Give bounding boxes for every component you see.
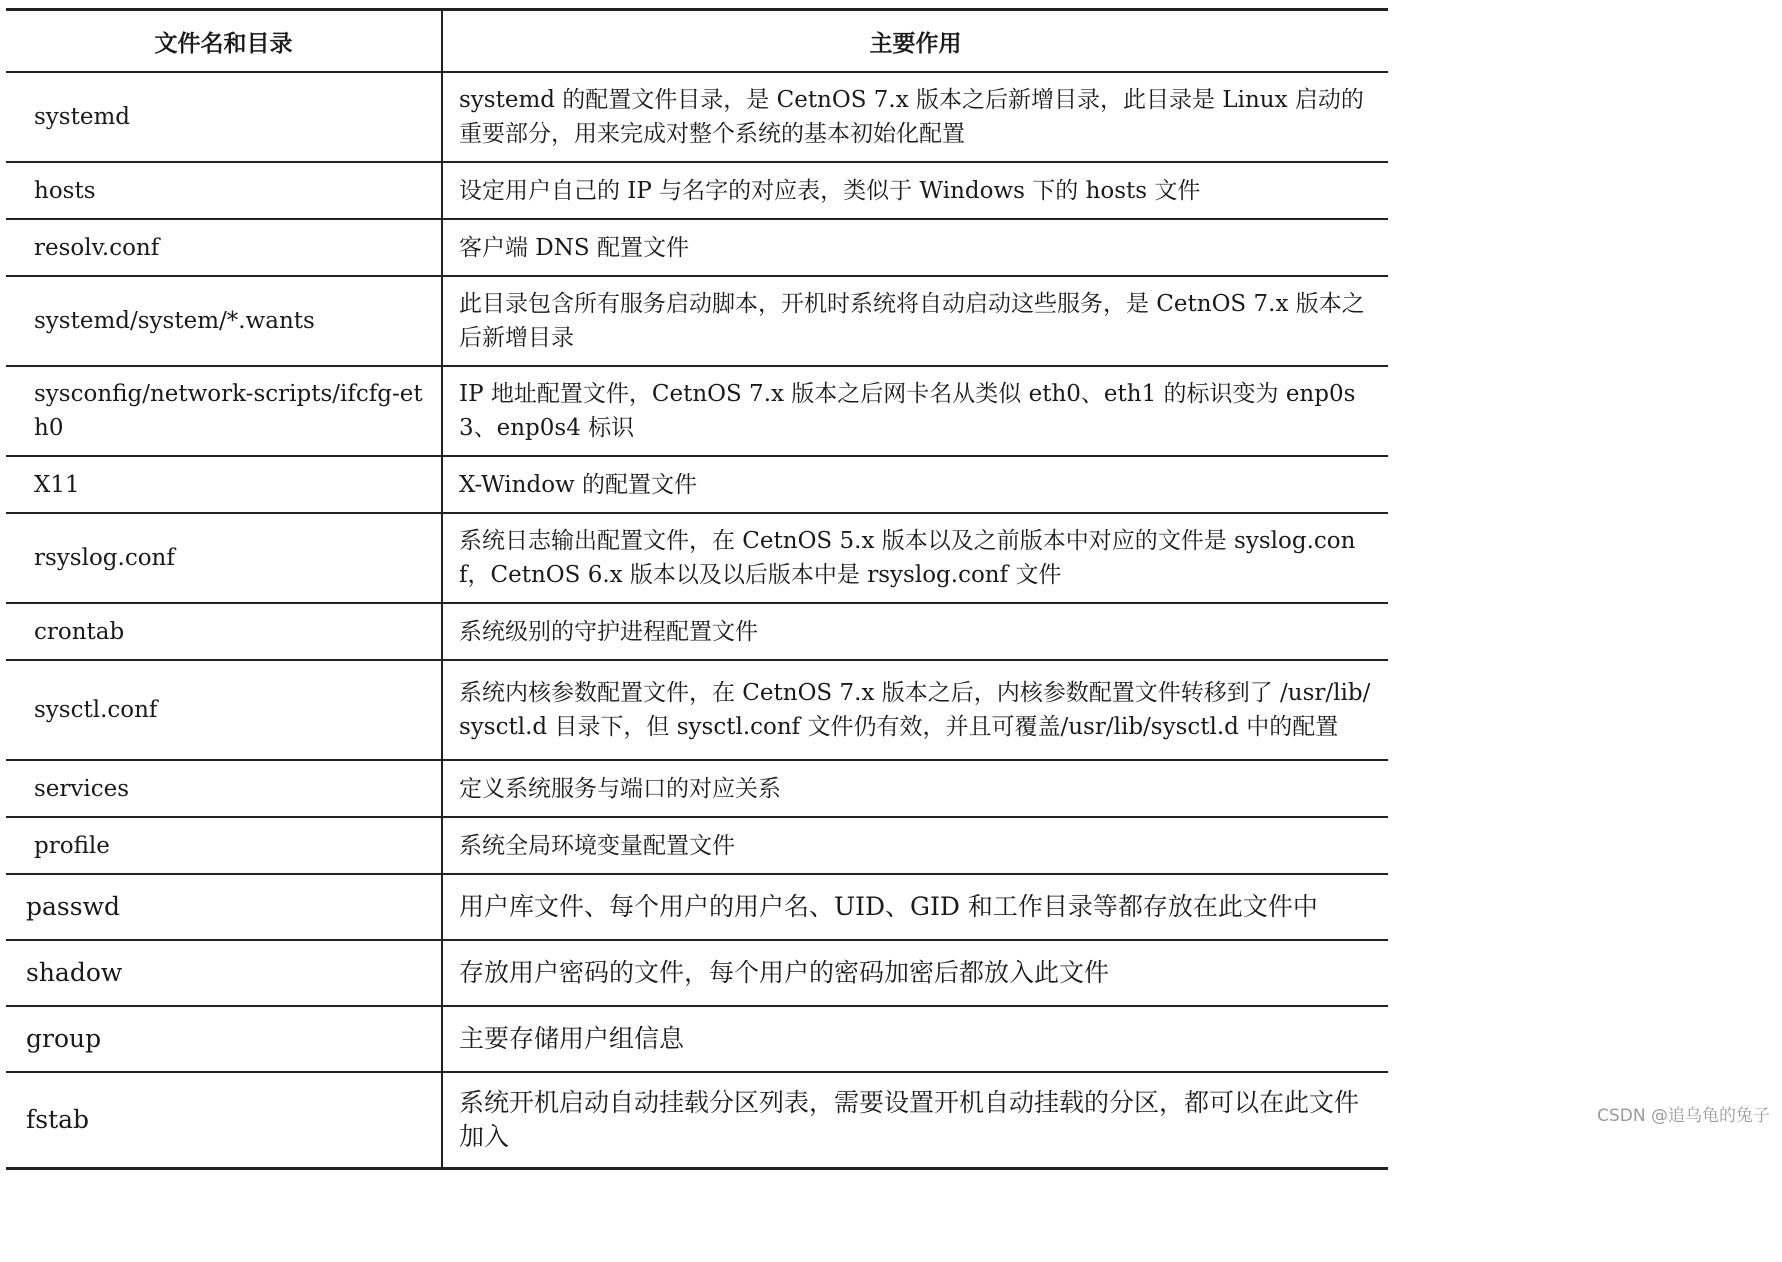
row-filename: systemd/system/*.wants <box>6 276 442 366</box>
row-filename: fstab <box>6 1072 442 1169</box>
row-filename: services <box>6 760 442 817</box>
row-filename: group <box>6 1006 442 1072</box>
row-filename: passwd <box>6 874 442 940</box>
table-row <box>6 760 1388 817</box>
table-row <box>6 276 1388 366</box>
row-filename: systemd <box>6 72 442 162</box>
row-filename: shadow <box>6 940 442 1006</box>
table-row <box>6 660 1388 760</box>
row-description: 系统全局环境变量配置文件 <box>442 817 1388 874</box>
row-description: 定义系统服务与端口的对应关系 <box>442 760 1388 817</box>
row-filename: resolv.conf <box>6 219 442 276</box>
table-row <box>6 72 1388 162</box>
table-row <box>6 162 1388 219</box>
row-description: 系统内核参数配置文件，在 CetnOS 7.x 版本之后，内核参数配置文件转移到了 /usr/lib/sysctl.d 目录下，但 sysctl.conf 文件仍有效，并且可覆盖/usr/lib/sysctl.d 中的配置 <box>442 660 1388 760</box>
row-description: IP 地址配置文件，CetnOS 7.x 版本之后网卡名从类似 eth0、eth1 的标识变为 enp0s3、enp0s4 标识 <box>442 366 1388 456</box>
row-description: 系统级别的守护进程配置文件 <box>442 603 1388 660</box>
row-description: 设定用户自己的 IP 与名字的对应表，类似于 Windows 下的 hosts 文件 <box>442 162 1388 219</box>
table-row <box>6 456 1388 513</box>
row-filename: hosts <box>6 162 442 219</box>
table-row <box>6 874 1388 940</box>
header-purpose: 主要作用 <box>442 10 1388 73</box>
file-directory-table <box>6 8 1388 1170</box>
row-filename: sysconfig/network-scripts/ifcfg-eth0 <box>6 366 442 456</box>
row-filename: sysctl.conf <box>6 660 442 760</box>
csdn-watermark: CSDN @追乌龟的兔子 <box>1597 1106 1770 1126</box>
row-description: 主要存储用户组信息 <box>442 1006 1388 1072</box>
row-description: X-Window 的配置文件 <box>442 456 1388 513</box>
row-description: 客户端 DNS 配置文件 <box>442 219 1388 276</box>
row-filename: rsyslog.conf <box>6 513 442 603</box>
row-description: 系统日志输出配置文件，在 CetnOS 5.x 版本以及之前版本中对应的文件是 syslog.conf，CetnOS 6.x 版本以及以后版本中是 rsyslog.conf 文件 <box>442 513 1388 603</box>
table-row <box>6 1072 1388 1169</box>
file-directory-table-container <box>6 8 1388 1170</box>
table-row <box>6 366 1388 456</box>
row-filename: profile <box>6 817 442 874</box>
row-description: 系统开机启动自动挂载分区列表，需要设置开机自动挂载的分区，都可以在此文件加入 <box>442 1072 1388 1169</box>
row-description: 存放用户密码的文件，每个用户的密码加密后都放入此文件 <box>442 940 1388 1006</box>
row-description: systemd 的配置文件目录，是 CetnOS 7.x 版本之后新增目录，此目录是 Linux 启动的重要部分，用来完成对整个系统的基本初始化配置 <box>442 72 1388 162</box>
table-row <box>6 219 1388 276</box>
table-row <box>6 513 1388 603</box>
table-row <box>6 603 1388 660</box>
row-filename: crontab <box>6 603 442 660</box>
row-description: 用户库文件、每个用户的用户名、UID、GID 和工作目录等都存放在此文件中 <box>442 874 1388 940</box>
row-description: 此目录包含所有服务启动脚本，开机时系统将自动启动这些服务，是 CetnOS 7.x 版本之后新增目录 <box>442 276 1388 366</box>
row-filename: X11 <box>6 456 442 513</box>
table-row <box>6 817 1388 874</box>
header-filename: 文件名和目录 <box>6 10 442 73</box>
table-header-row <box>6 10 1388 73</box>
table-row <box>6 1006 1388 1072</box>
table-row <box>6 940 1388 1006</box>
